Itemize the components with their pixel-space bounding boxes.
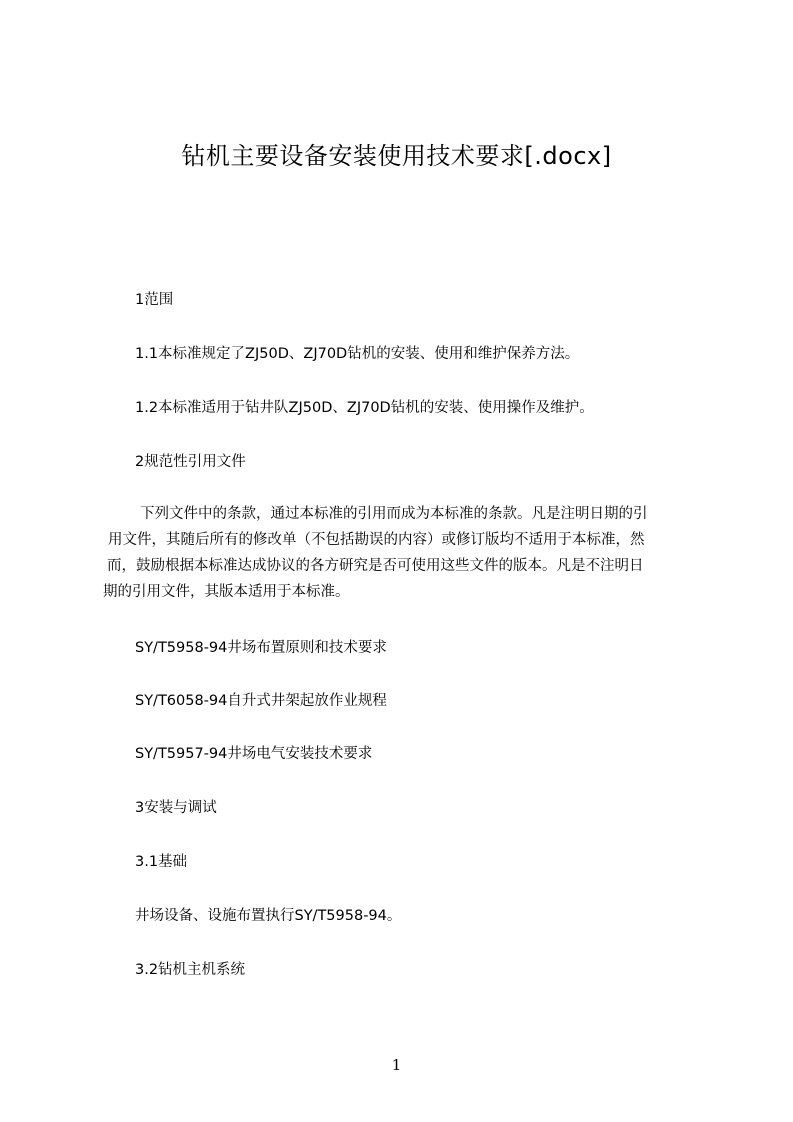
clause-3-1-text: 井场设备、设施布置执行SY/T5958-94。 [135, 908, 402, 924]
reference-item: SY/T6058-94自升式井架起放作业规程 [135, 693, 387, 709]
page-number: 1 [391, 1056, 402, 1074]
paragraph-line: 而，鼓励根据本标准达成协议的各方研究是否可使用这些文件的版本。凡是不注明日 [107, 558, 644, 574]
paragraph-line: 用文件，其随后所有的修改单（不包括勘误的内容）或修订版均不适用于本标准，然 [108, 532, 645, 548]
normative-references-paragraph [103, 501, 713, 605]
section-heading-installation: 3安装与调试 [135, 800, 217, 816]
clause-3-1-heading: 3.1基础 [135, 854, 188, 870]
paragraph-line: 期的引用文件，其版本适用于本标准。 [103, 584, 350, 600]
document-title: 钻机主要设备安装使用技术要求[.docx] [181, 142, 612, 170]
paragraph-line: 下列文件中的条款，通过本标准的引用而成为本标准的条款。凡是注明日期的引 [140, 506, 648, 522]
clause-3-2-heading: 3.2钻机主机系统 [135, 962, 246, 978]
reference-item: SY/T5957-94井场电气安装技术要求 [135, 746, 373, 762]
section-heading-scope: 1范围 [135, 292, 174, 308]
clause-1-1: 1.1本标准规定了ZJ50D、ZJ70D钻机的安装、使用和维护保养方法。 [135, 346, 580, 362]
section-heading-normative-references: 2规范性引用文件 [135, 454, 246, 470]
reference-item: SY/T5958-94井场布置原则和技术要求 [135, 640, 387, 656]
clause-1-2: 1.2本标准适用于钻井队ZJ50D、ZJ70D钻机的安装、使用操作及维护。 [135, 400, 594, 416]
